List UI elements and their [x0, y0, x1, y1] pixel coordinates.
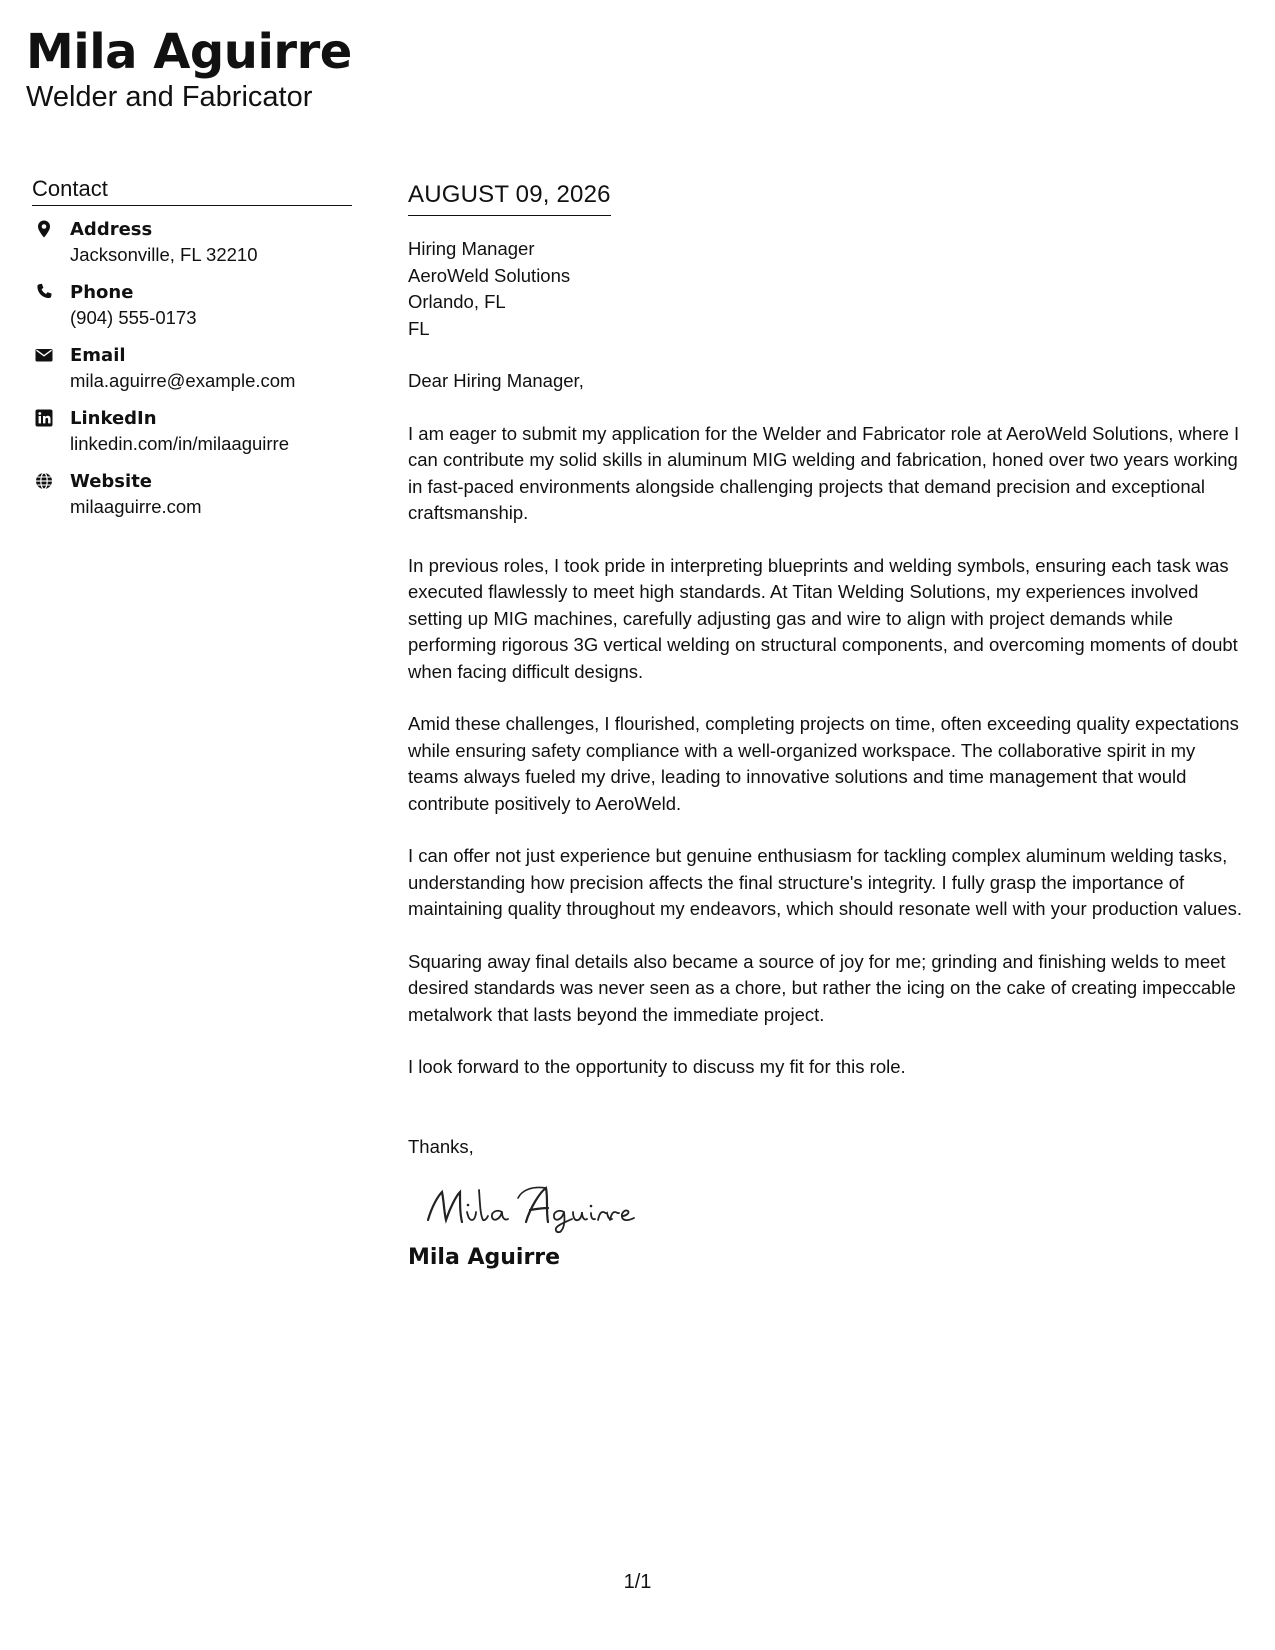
letter-greeting: Dear Hiring Manager,	[408, 370, 584, 391]
contact-label: LinkedIn	[70, 408, 157, 429]
globe-icon	[34, 471, 54, 491]
letter-paragraph: Amid these challenges, I flourished, completing projects on time, often exceeding quality expectations while ensuring safety compliance with a well-organized workspace. The collaborative spirit in my teams always fueled my drive, leading to innovative solutions and time management that would contribute positively to AeroWeld.	[408, 713, 1239, 814]
contact-value: milaaguirre.com	[70, 496, 202, 517]
recipient-line: Hiring Manager	[408, 238, 535, 259]
contact-label: Phone	[70, 282, 134, 303]
phone-icon	[34, 282, 54, 302]
recipient-line: FL	[408, 317, 430, 339]
resume-header	[26, 24, 352, 114]
signed-name: Mila Aguirre	[408, 1245, 561, 1270]
contact-label: Email	[70, 345, 126, 366]
contact-item-email	[32, 344, 352, 407]
letter-date: AUGUST 09, 2026	[408, 180, 611, 216]
applicant-job-title: Welder and Fabricator	[26, 81, 313, 113]
recipient-line: Orlando, FL	[408, 291, 506, 312]
linkedin-icon	[34, 408, 54, 428]
contact-value: mila.aguirre@example.com	[70, 370, 296, 391]
letter-body	[408, 180, 1250, 1272]
contact-item-website	[32, 470, 352, 533]
map-pin-icon	[34, 219, 54, 239]
contact-heading: Contact	[32, 175, 352, 206]
contact-sidebar	[32, 175, 352, 533]
contact-list	[32, 218, 352, 533]
page-number: 1/1	[623, 1571, 652, 1593]
recipient-block	[408, 236, 1250, 342]
envelope-icon	[34, 345, 54, 365]
letter-paragraph: I am eager to submit my application for the Welder and Fabricator role at AeroWeld Solutions, where I can contribute my solid skills in aluminum MIG welding and fabrication, honed over two years working in fast-paced environments alongside challenging projects that demand precision and exceptional craftsmanship.	[408, 422, 1240, 523]
letter-paragraph: I can offer not just experience but genuine enthusiasm for tackling complex aluminum welding tasks, understanding how precision affects the final structure's integrity. I fully grasp the importance of maintaining quality throughout my endeavors, which should resonate well with your production values.	[408, 845, 1242, 919]
contact-label: Website	[70, 471, 153, 492]
contact-label: Address	[70, 219, 153, 240]
recipient-line: AeroWeld Solutions	[408, 264, 571, 286]
applicant-name: Mila Aguirre	[26, 24, 352, 80]
contact-value: Jacksonville, FL 32210	[70, 244, 258, 265]
letter-paragraph: Squaring away final details also became a source of joy for me; grinding and finishing welds to meet desired standards was never seen as a chore, but rather the icing on the cake of creating impeccable metalwork that lasts beyond the immediate project.	[408, 950, 1236, 1025]
contact-value: linkedin.com/in/milaaguirre	[70, 433, 290, 454]
letter-paragraph: I look forward to the opportunity to discuss my fit for this role.	[408, 1056, 906, 1077]
contact-item-phone	[32, 281, 352, 344]
letter-closing: Thanks,	[408, 1135, 474, 1157]
contact-value: (904) 555-0173	[70, 307, 197, 328]
handwritten-signature	[422, 1176, 652, 1236]
contact-item-linkedin	[32, 407, 352, 470]
letter-paragraph: In previous roles, I took pride in interpreting blueprints and welding symbols, ensuring each task was executed flawlessly to meet high standards. At Titan Welding Solutions, my experiences involved setting up MIG machines, carefully adjusting gas and wire to align with project demands while performing rigorous 3G vertical welding on structural components, and overcoming moments of doubt when facing difficult designs.	[408, 554, 1238, 682]
contact-item-address	[32, 218, 352, 281]
